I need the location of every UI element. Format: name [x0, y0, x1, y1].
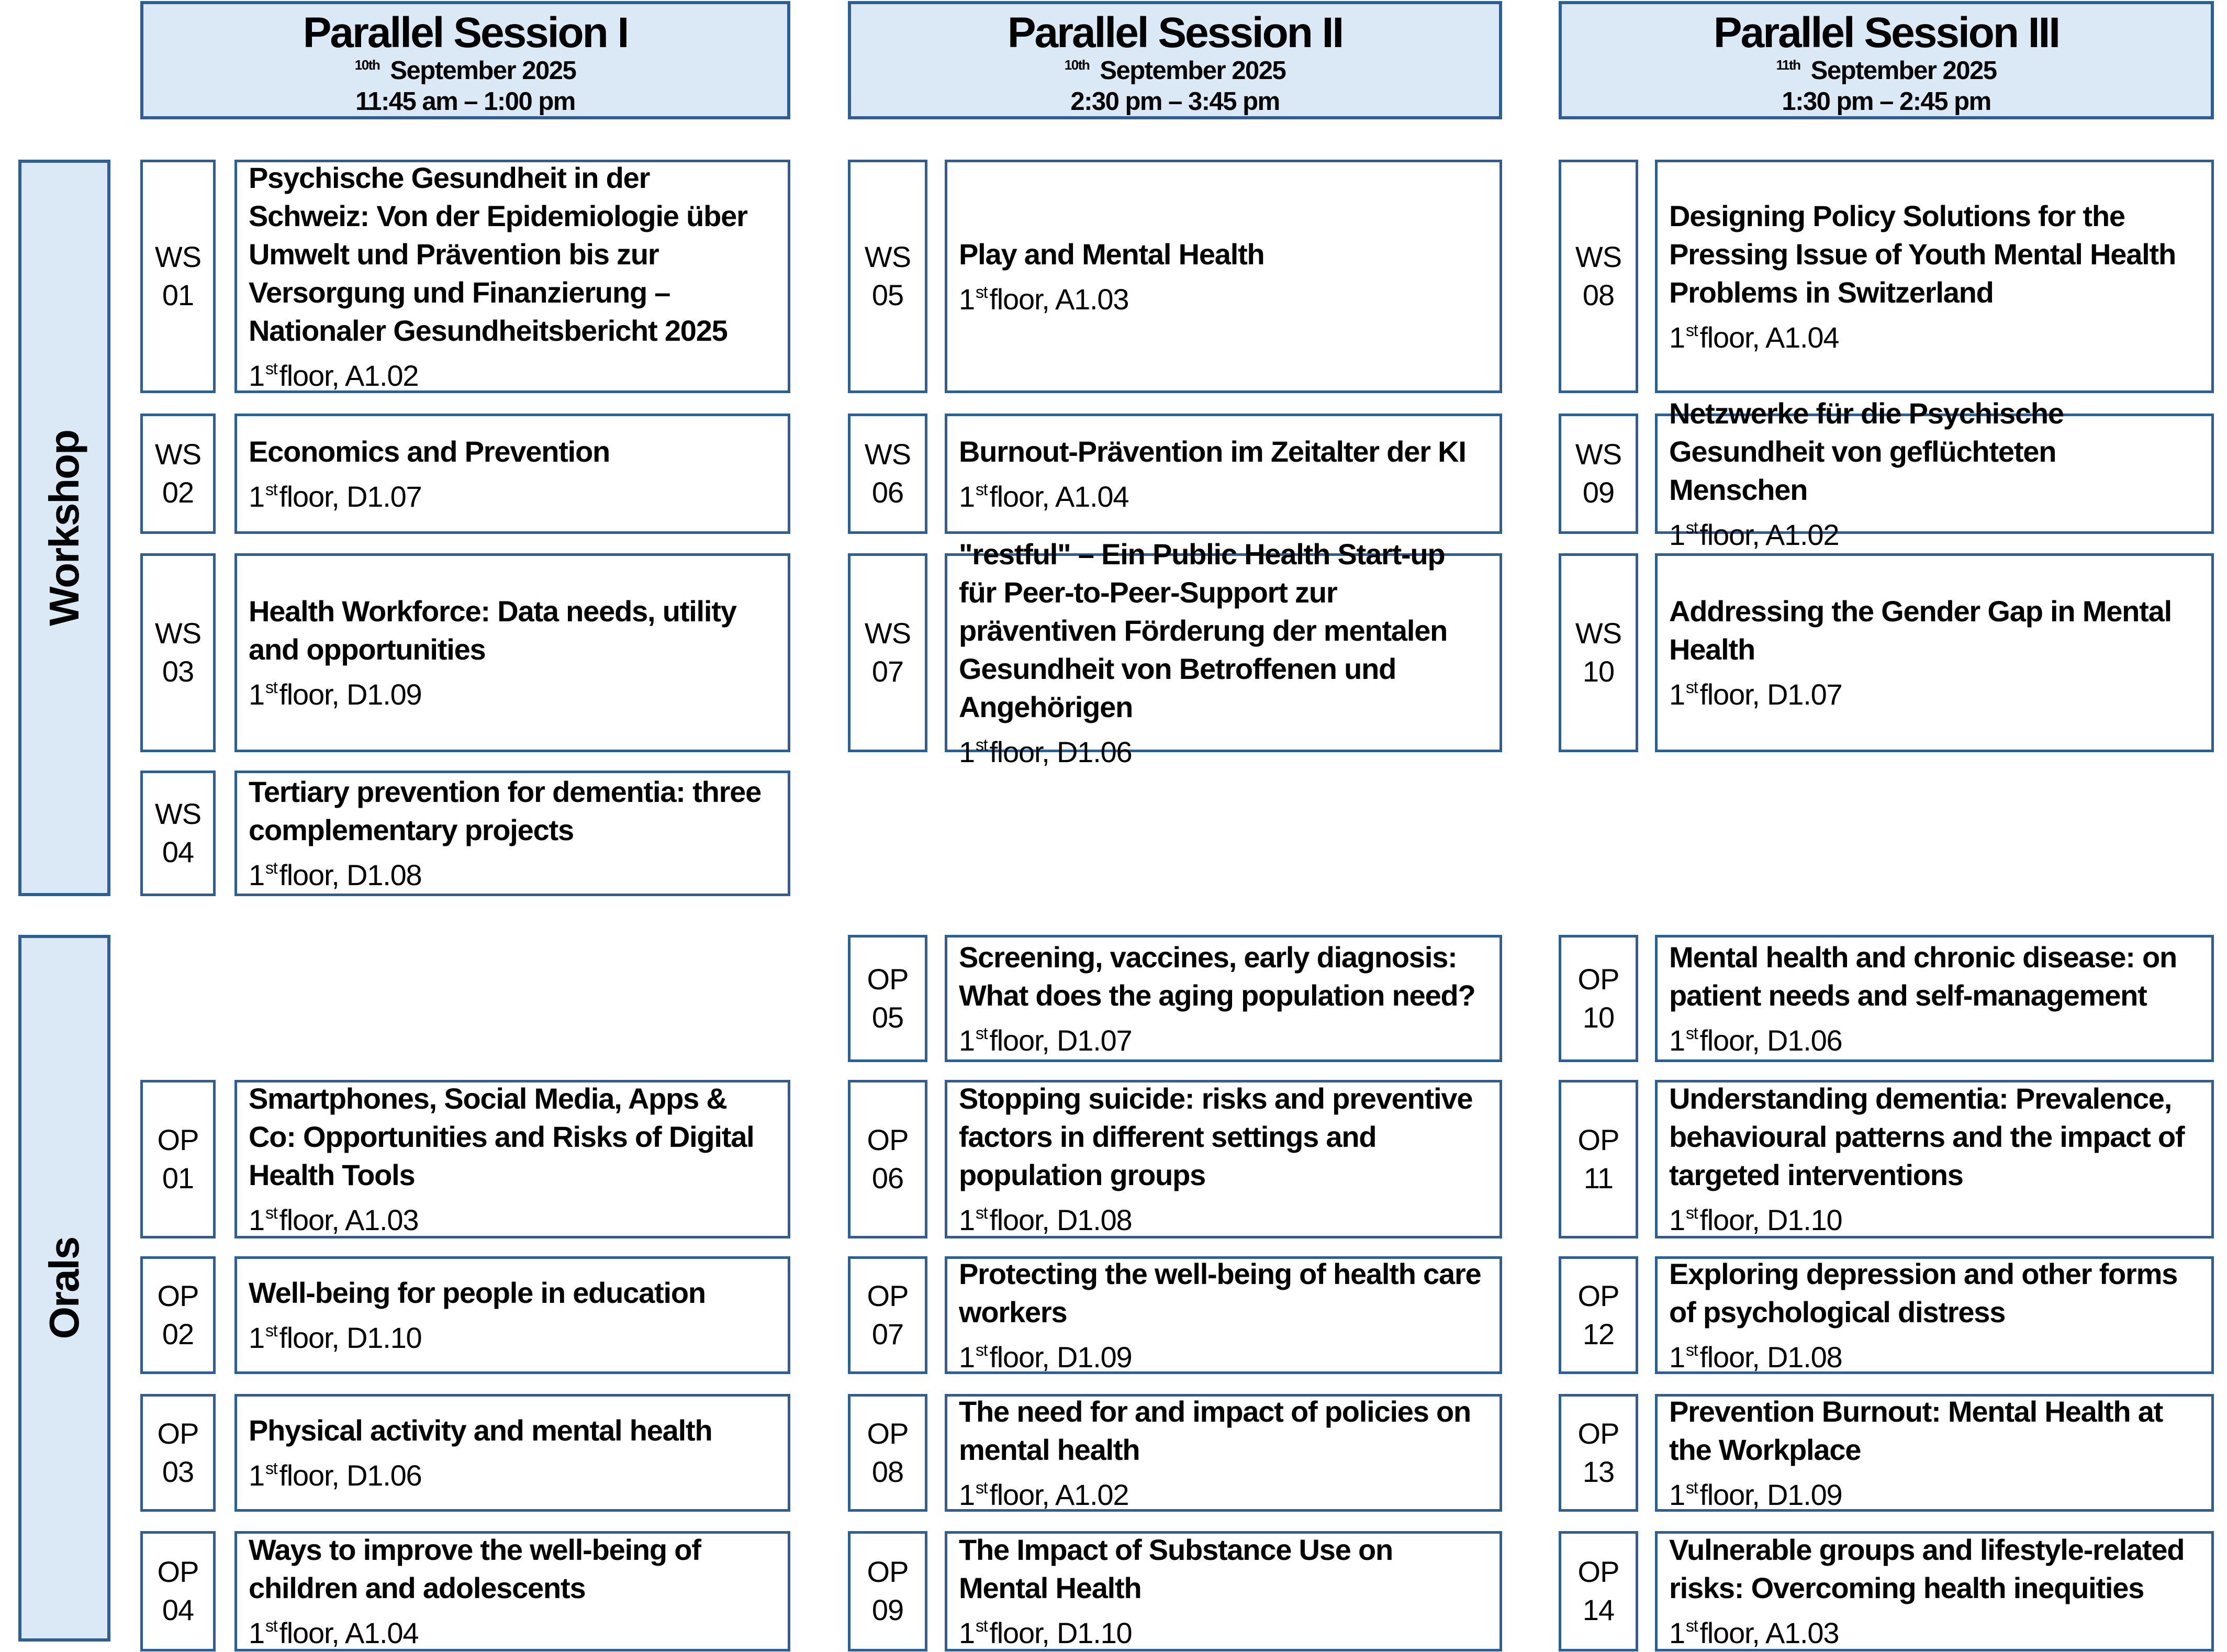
ws08-code: [1559, 160, 1638, 393]
session-header-2: [848, 1, 1502, 119]
session-topic: Tertiary prevention for dementia: three complementary projects: [249, 775, 762, 846]
code-number: 14: [1582, 1593, 1615, 1626]
code-number: 02: [162, 1317, 194, 1350]
op08-code: [848, 1394, 927, 1512]
session-room: 1stfloor, D1.07: [249, 479, 422, 513]
op01-code: [140, 1080, 216, 1238]
code-prefix: OP: [157, 1555, 199, 1589]
ws03-session-card[interactable]: [234, 553, 790, 752]
session-topic: Health Workforce: Data needs, utility and opportunities: [249, 595, 736, 666]
code-prefix: OP: [1577, 1555, 1619, 1589]
session-topic: Vulnerable groups and lifestyle-related risks: Overcoming health inequities: [1669, 1533, 2185, 1604]
ws09-code: [1559, 414, 1638, 534]
op04-session-card[interactable]: [234, 1531, 790, 1651]
session-room: 1stfloor, D1.10: [1669, 1203, 1842, 1236]
code-number: 06: [871, 476, 904, 509]
code-number: 08: [1582, 278, 1615, 311]
code-number: 09: [871, 1593, 904, 1626]
session-time: 11:45 am – 1:00 pm: [355, 87, 575, 116]
code-prefix: WS: [864, 617, 911, 650]
session-room: 1stfloor, D1.06: [959, 735, 1132, 768]
session-topic: Prevention Burnout: Mental Health at the Workplace: [1669, 1394, 2163, 1466]
category-workshop: [18, 160, 110, 896]
op09-session-card[interactable]: [945, 1531, 1502, 1651]
code-number: 03: [162, 1455, 194, 1488]
session-room: 1stfloor, D1.08: [1669, 1340, 1842, 1374]
session-topic: The Impact of Substance Use on Mental Health: [959, 1533, 1393, 1604]
session-title: Parallel Session II: [1007, 9, 1343, 57]
code-prefix: WS: [154, 617, 202, 650]
op12-session-card[interactable]: [1655, 1256, 2214, 1374]
code-prefix: OP: [157, 1123, 199, 1156]
category-orals: [18, 935, 110, 1642]
op14-code: [1559, 1531, 1638, 1651]
session-topic: Designing Policy Solutions for the Pressing Issue of Youth Mental Health Problems in Switzerland: [1669, 199, 2176, 309]
code-prefix: WS: [864, 240, 911, 274]
session-room: 1stfloor, A1.02: [959, 1478, 1129, 1511]
code-prefix: OP: [1577, 1416, 1619, 1450]
op11-session-card[interactable]: [1655, 1080, 2214, 1238]
session-topic: Play and Mental Health: [959, 237, 1264, 271]
op12-code: [1559, 1256, 1638, 1374]
code-number: 04: [162, 835, 194, 868]
session-date: $^{11th}$ September 2025: [1776, 57, 1997, 85]
ws05-code: [848, 160, 927, 393]
ws10-code: [1559, 553, 1638, 752]
session-topic: Stopping suicide: risks and preventive factors in different settings and population groups: [959, 1082, 1473, 1191]
code-prefix: OP: [867, 1555, 909, 1589]
session-title: Parallel Session I: [303, 9, 628, 57]
ws03-code: [140, 553, 216, 752]
session-room: 1stfloor, A1.02: [249, 359, 419, 392]
code-prefix: OP: [867, 962, 909, 996]
session-topic: Psychische Gesundheit in der Schweiz: Von der Epidemiologie über Umwelt und Prävention bis zur Versorgung und Finanzierung – Nationaler Gesundheitsbericht 2025: [249, 161, 747, 347]
op06-code: [848, 1080, 927, 1238]
session-room: 1stfloor, A1.03: [249, 1203, 419, 1236]
session-room: 1stfloor, D1.10: [959, 1616, 1132, 1649]
code-number: 07: [871, 655, 904, 688]
code-number: 03: [162, 655, 194, 688]
code-prefix: OP: [867, 1123, 909, 1156]
op02-code: [140, 1256, 216, 1374]
ws09-session-card[interactable]: [1655, 396, 2214, 551]
op05-session-card[interactable]: [945, 935, 1502, 1062]
op13-code: [1559, 1394, 1638, 1512]
code-prefix: WS: [154, 797, 202, 831]
session-topic: Protecting the well-being of health care workers: [959, 1257, 1481, 1329]
session-room: 1stfloor, D1.09: [959, 1340, 1132, 1374]
session-date: $^{10th}$ September 2025: [354, 57, 576, 85]
ws08-session-card[interactable]: [1655, 160, 2214, 393]
ws04-code: [140, 771, 216, 896]
code-number: 10: [1582, 1000, 1615, 1034]
code-prefix: WS: [154, 240, 202, 274]
session-room: 1stfloor, D1.07: [1669, 678, 1842, 711]
session-topic: Mental health and chronic disease: on patient needs and self-management: [1669, 940, 2177, 1012]
code-prefix: OP: [867, 1416, 909, 1450]
code-prefix: WS: [1575, 617, 1622, 650]
session-room: 1stfloor, D1.10: [249, 1321, 422, 1354]
session-date: $^{10th}$ September 2025: [1064, 57, 1286, 85]
code-prefix: OP: [157, 1416, 199, 1450]
code-number: 10: [1582, 655, 1615, 688]
ws04-session-card[interactable]: [234, 771, 790, 896]
session-room: 1stfloor, D1.06: [249, 1459, 422, 1492]
op10-session-card[interactable]: [1655, 935, 2214, 1062]
code-prefix: WS: [864, 438, 911, 471]
session-title: Parallel Session III: [1713, 9, 2060, 57]
ws06-session-card[interactable]: [945, 414, 1502, 534]
session-room: 1stfloor, A1.03: [959, 282, 1129, 316]
code-number: 13: [1582, 1455, 1615, 1488]
session-topic: Physical activity and mental health: [249, 1414, 712, 1447]
code-prefix: OP: [1577, 962, 1619, 996]
session-topic: Ways to improve the well-being of children and adolescents: [249, 1533, 701, 1604]
op07-code: [848, 1256, 927, 1374]
op09-code: [848, 1531, 927, 1651]
session-topic: Screening, vaccines, early diagnosis: What does the aging population need?: [959, 940, 1475, 1012]
op04-code: [140, 1531, 216, 1651]
code-number: 06: [871, 1161, 904, 1195]
ws07-code: [848, 553, 927, 752]
op05-code: [848, 935, 927, 1062]
code-prefix: WS: [1575, 240, 1622, 274]
session-room: 1stfloor, D1.08: [249, 858, 422, 891]
session-topic: Economics and Prevention: [249, 434, 610, 468]
session-topic: Well-being for people in education: [249, 1276, 706, 1309]
op14-session-card[interactable]: [1655, 1531, 2214, 1651]
op06-session-card[interactable]: [945, 1080, 1502, 1238]
ws07-session-card[interactable]: [945, 537, 1502, 768]
session-room: 1stfloor, D1.06: [1669, 1023, 1842, 1057]
session-header-3: [1559, 1, 2214, 119]
session-room: 1stfloor, A1.02: [1669, 518, 1839, 551]
session-room: 1stfloor, A1.04: [959, 479, 1129, 513]
ws10-session-card[interactable]: [1655, 553, 2214, 752]
op01-session-card[interactable]: [234, 1080, 790, 1238]
ws02-code: [140, 414, 216, 534]
op11-code: [1559, 1080, 1638, 1238]
session-room: 1stfloor, D1.08: [959, 1203, 1132, 1236]
op03-session-card[interactable]: [234, 1394, 790, 1512]
session-room: 1stfloor, A1.04: [249, 1616, 419, 1649]
code-prefix: OP: [157, 1279, 199, 1312]
code-number: 02: [162, 476, 194, 509]
ws06-code: [848, 414, 927, 534]
code-number: 08: [871, 1455, 904, 1488]
code-number: 04: [162, 1593, 194, 1626]
ws01-session-card[interactable]: [234, 160, 790, 393]
code-prefix: WS: [154, 438, 202, 471]
session-topic: Exploring depression and other forms of psychological distress: [1669, 1257, 2178, 1329]
code-number: 05: [871, 1000, 904, 1034]
code-prefix: OP: [867, 1279, 909, 1312]
session-topic: Understanding dementia: Prevalence, behavioural patterns and the impact of targeted interventions: [1669, 1082, 2185, 1191]
op07-session-card[interactable]: [945, 1256, 1502, 1374]
ws01-code: [140, 160, 216, 393]
op13-session-card[interactable]: [1655, 1394, 2214, 1512]
session-room: 1stfloor, D1.09: [1669, 1478, 1842, 1511]
session-topic: Smartphones, Social Media, Apps & Co: Opportunities and Risks of Digital Health Tools: [249, 1082, 754, 1191]
session-room: 1stfloor, D1.07: [959, 1023, 1132, 1057]
code-prefix: WS: [1575, 438, 1622, 471]
session-header-1: [140, 1, 790, 119]
code-number: 12: [1582, 1317, 1615, 1350]
session-topic: Burnout-Prävention im Zeitalter der KI: [959, 434, 1466, 468]
code-number: 07: [871, 1317, 904, 1350]
session-room: 1stfloor, A1.04: [1669, 320, 1839, 354]
code-prefix: OP: [1577, 1123, 1619, 1156]
code-number: 05: [871, 278, 904, 311]
category-label: Workshop: [41, 430, 87, 626]
session-time: 2:30 pm – 3:45 pm: [1070, 87, 1280, 116]
op10-code: [1559, 935, 1638, 1062]
code-number: 01: [162, 278, 194, 311]
code-prefix: OP: [1577, 1279, 1619, 1312]
op08-session-card[interactable]: [945, 1394, 1502, 1512]
code-number: 11: [1583, 1161, 1614, 1195]
session-topic: Addressing the Gender Gap in Mental Health: [1669, 595, 2172, 666]
session-room: 1stfloor, A1.03: [1669, 1616, 1839, 1649]
session-room: 1stfloor, D1.09: [249, 678, 422, 711]
ws02-session-card[interactable]: [234, 414, 790, 534]
code-number: 09: [1582, 476, 1615, 509]
session-topic: Netzwerke für die Psychische Gesundheit von geflüchteten Menschen: [1669, 396, 2064, 506]
session-topic: The need for and impact of policies on mental health: [959, 1394, 1471, 1466]
session-time: 1:30 pm – 2:45 pm: [1782, 87, 1991, 116]
code-number: 01: [162, 1161, 194, 1195]
ws05-session-card[interactable]: [945, 160, 1502, 393]
op03-code: [140, 1394, 216, 1512]
session-topic: "restful" – Ein Public Health Start-up für Peer-to-Peer-Support zur präventiven Förderung der mentalen Gesundheit von Betroffenen und Angehörigen: [959, 537, 1448, 723]
category-label: Orals: [41, 1237, 87, 1340]
op02-session-card[interactable]: [234, 1256, 790, 1374]
